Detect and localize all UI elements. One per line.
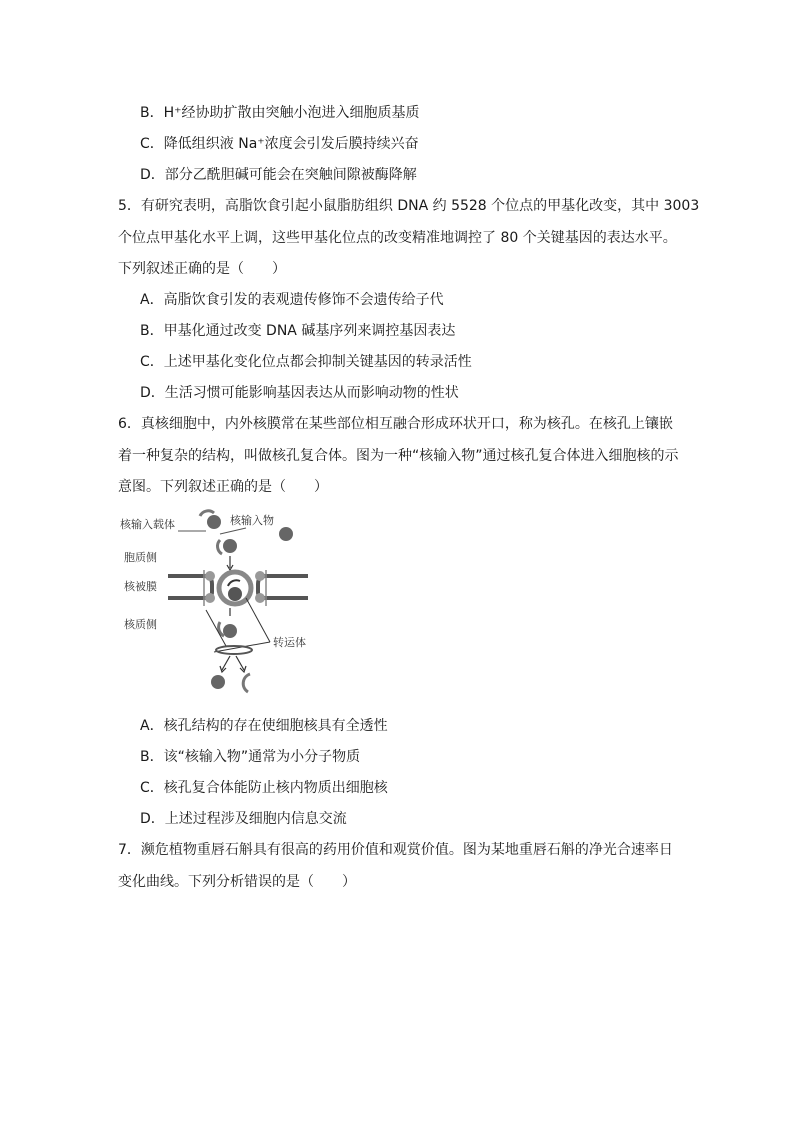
- q5-option-d: D．生活习惯可能影响基因表达从而影响动物的性状: [140, 385, 459, 401]
- pore-protein: [205, 571, 215, 581]
- q4-option-d: D．部分乙酰胆碱可能会在突触间隙被酶降解: [140, 167, 417, 183]
- cargo-molecule: [223, 539, 237, 553]
- q7-stem-line1: 7．濒危植物重唇石斛具有很高的药用价值和观赏价值。图为某地重唇石斛的净光合速率日: [118, 842, 673, 858]
- cargo-molecule: [207, 515, 221, 529]
- leader-line: [206, 610, 226, 646]
- q5-option-b: B．甲基化通过改变 DNA 碱基序列来调控基因表达: [140, 323, 456, 339]
- carrier-molecule: [243, 674, 250, 692]
- q7-stem-line2: 变化曲线。下列分析错误的是（ ）: [118, 874, 356, 890]
- nuclear-pore-diagram: [118, 506, 318, 701]
- cargo-molecule: [228, 587, 242, 601]
- q6-option-c: C．核孔复合体能防止核内物质出细胞核: [140, 780, 388, 796]
- pore-protein: [255, 571, 265, 581]
- label-cytoplasm-side: 胞质侧: [124, 551, 157, 564]
- pore-protein: [205, 593, 215, 603]
- carrier-molecule: [200, 511, 214, 516]
- label-carrier: 核输入载体: [120, 518, 175, 531]
- q6-option-b: B．该“核输入物”通常为小分子物质: [140, 749, 361, 765]
- q6-stem-line2: 着一种复杂的结构，叫做核孔复合体。图为一种“核输入物”通过核孔复合体进入细胞核的示: [118, 448, 679, 464]
- label-nucleus-side: 核质侧: [124, 618, 157, 631]
- cargo-molecule: [223, 624, 237, 638]
- q5-stem-line3: 下列叙述正确的是（ ）: [118, 261, 286, 277]
- carrier-molecule: [218, 540, 222, 554]
- pore-protein: [255, 593, 265, 603]
- label-cargo: 核输入物: [230, 514, 274, 527]
- q6-stem-line1: 6．真核细胞中，内外核膜常在某些部位相互融合形成环状开口，称为核孔。在核孔上镶嵌: [118, 416, 673, 432]
- q4-option-c: C．降低组织液 Na⁺浓度会引发后膜持续兴奋: [140, 136, 419, 152]
- arrow: [222, 656, 230, 670]
- q5-option-c: C．上述甲基化变化位点都会抑制关键基因的转录活性: [140, 354, 472, 370]
- q4-option-b: B．H⁺经协助扩散由突触小泡进入细胞质基质: [140, 105, 420, 121]
- label-envelope: 核被膜: [124, 580, 157, 593]
- leader-line: [220, 528, 246, 534]
- q6-stem-line3: 意图。下列叙述正确的是（ ）: [118, 479, 328, 495]
- carrier-molecule: [228, 580, 240, 586]
- cargo-molecule: [279, 527, 293, 541]
- q5-option-a: A．高脂饮食引发的表观遗传修饰不会遗传给子代: [140, 292, 444, 308]
- label-transporter: 转运体: [273, 636, 306, 649]
- q6-option-d: D．上述过程涉及细胞内信息交流: [140, 811, 347, 827]
- q6-option-a: A．核孔结构的存在使细胞核具有全透性: [140, 718, 388, 734]
- q5-stem-line1: 5．有研究表明，高脂饮食引起小鼠脂肪组织 DNA 约 5528 个位点的甲基化改变，其中 3003: [118, 198, 700, 214]
- outer-membrane-left: [168, 576, 212, 592]
- q5-stem-line2: 个位点甲基化水平上调，这些甲基化位点的改变精准地调控了 80 个关键基因的表达水平。: [118, 230, 677, 246]
- cargo-molecule: [211, 675, 225, 689]
- arrow: [236, 656, 244, 670]
- transporter-disc: [216, 646, 252, 654]
